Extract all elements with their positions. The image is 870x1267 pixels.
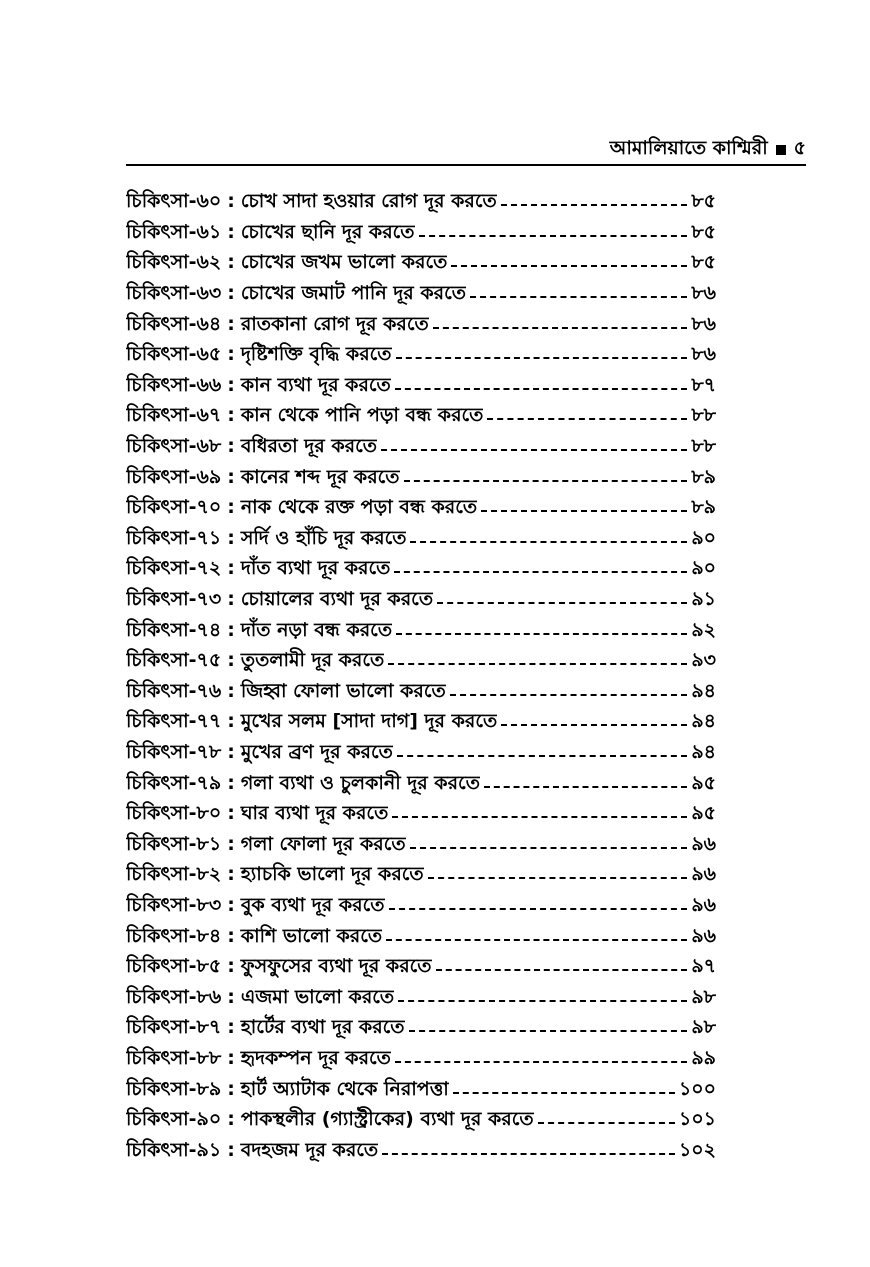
toc-entry-page: ৯৪	[691, 679, 716, 702]
toc-entry-label: চিকিৎসা-৮৯	[126, 1077, 222, 1100]
toc-leader	[395, 388, 688, 390]
toc-leader	[433, 327, 688, 329]
toc-separator: :	[227, 924, 235, 947]
toc-entry-page: ৯৮	[691, 985, 716, 1008]
toc-entry	[126, 280, 716, 311]
toc-entry-label: চিকিৎসা-৬৭	[126, 404, 222, 427]
toc-entry-title: চোখ সাদা হওয়ার রোগ দূর করতে	[240, 190, 497, 213]
toc-entry-text	[126, 953, 432, 984]
page-number: ৫	[793, 137, 806, 159]
toc-leader	[450, 694, 688, 696]
toc-separator: :	[227, 649, 235, 672]
toc-entry-text	[126, 555, 390, 586]
toc-entry-label: চিকিৎসা-৮৮	[126, 1046, 222, 1069]
toc-entry	[126, 616, 716, 647]
toc-leader	[381, 449, 687, 451]
toc-entry-label: চিকিৎসা-৬৬	[126, 373, 222, 396]
toc-leader	[397, 755, 687, 757]
toc-entry-title: গলা ব্যথা ও চুলকানী দূর করতে	[240, 771, 480, 794]
toc-entry-text	[126, 769, 480, 800]
toc-leader	[409, 1030, 688, 1032]
toc-leader	[410, 541, 687, 543]
toc-entry-title: মুখের ব্রণ দূর করতে	[240, 740, 393, 763]
toc-entry-text	[126, 494, 477, 525]
toc-entry-label: চিকিৎসা-৬৪	[126, 312, 222, 335]
toc-leader	[501, 724, 687, 726]
toc-leader	[388, 663, 687, 665]
toc-entry-text	[126, 1106, 534, 1137]
toc-entry-page: ১০১	[678, 1108, 716, 1131]
toc-entry-page: ৯৯	[691, 1046, 716, 1069]
toc-entry-title: দৃষ্টিশক্তি বৃদ্ধি করতে	[240, 343, 392, 366]
toc-entry	[126, 402, 716, 433]
toc-entry-page: ৯৫	[691, 802, 716, 825]
toc-entry	[126, 647, 716, 678]
toc-entry-label: চিকিৎসা-৭৭	[126, 710, 222, 733]
toc-entry-page: ৮৫	[691, 251, 716, 274]
toc-entry-title: চোখের জমাট পানি দূর করতে	[240, 282, 466, 305]
toc-entry-page: ৮৯	[691, 496, 716, 519]
toc-entry-title: চোয়ালের ব্যথা দূর করতে	[240, 588, 434, 611]
toc-entry	[126, 739, 716, 770]
toc-leader	[470, 296, 687, 298]
toc-entry-text	[126, 861, 424, 892]
toc-separator: :	[227, 282, 235, 305]
toc-entry-page: ৯৭	[691, 955, 716, 978]
toc-leader	[451, 265, 687, 267]
toc-separator: :	[227, 1108, 235, 1131]
toc-entry-label: চিকিৎসা-৮৪	[126, 924, 222, 947]
toc-entry-page: ৮৫	[691, 220, 716, 243]
toc-separator: :	[227, 1046, 235, 1069]
toc-entry-page: ৯৬	[691, 863, 716, 886]
toc-entry-page: ৯৪	[691, 740, 716, 763]
toc-entry	[126, 494, 716, 525]
toc-entry-text	[126, 800, 388, 831]
toc-entry-page: ১০০	[678, 1077, 716, 1100]
toc-entry	[126, 861, 716, 892]
toc-entry	[126, 525, 716, 556]
toc-leader	[437, 602, 687, 604]
toc-entry	[126, 983, 716, 1014]
toc-entry-title: দাঁত ব্যথা দূর করতে	[240, 557, 391, 580]
toc-entry-title: চোখের ছানি দূর করতে	[240, 220, 415, 243]
toc-leader	[484, 786, 687, 788]
toc-entry-page: ৯৬	[691, 832, 716, 855]
toc-leader	[396, 357, 688, 359]
toc-leader	[389, 908, 688, 910]
toc-separator: :	[227, 618, 235, 641]
toc-separator: :	[227, 343, 235, 366]
toc-entry-text	[126, 647, 384, 678]
toc-entry-text	[126, 219, 415, 250]
toc-separator: :	[227, 893, 235, 916]
toc-entry-page: ৯৩	[691, 649, 716, 672]
toc-entry	[126, 830, 716, 861]
toc-separator: :	[227, 832, 235, 855]
toc-entry-page: ৮৬	[691, 312, 716, 335]
toc-entry-title: সর্দি ও হাঁচি দূর করতে	[240, 526, 407, 549]
toc-entry-title: হ্যাচকি ভালো দূর করতে	[240, 863, 424, 886]
toc-leader	[395, 1061, 687, 1063]
toc-entry-title: নাক থেকে রক্ত পড়া বন্ধ করতে	[240, 496, 478, 519]
toc-entry	[126, 555, 716, 586]
toc-entry-label: চিকিৎসা-৬০	[126, 190, 222, 213]
toc-entry-text	[126, 892, 385, 923]
toc-entry	[126, 1045, 716, 1076]
toc-entry-label: চিকিৎসা-৬৫	[126, 343, 222, 366]
toc-entry-title: মুখের সলম [সাদা দাগ] দূর করতে	[240, 710, 498, 733]
toc-entry-title: কান ব্যথা দূর করতে	[240, 373, 391, 396]
toc-entry-text	[126, 739, 393, 770]
toc-entry-page: ৯০	[691, 557, 716, 580]
toc-entry-label: চিকিৎসা-৭৯	[126, 771, 222, 794]
toc-entry-title: কাশি ভালো করতে	[240, 924, 383, 947]
toc-separator: :	[227, 985, 235, 1008]
toc-entry	[126, 463, 716, 494]
toc-leader	[453, 1092, 675, 1094]
toc-entry-label: চিকিৎসা-৬২	[126, 251, 222, 274]
toc-entry-text	[126, 1075, 449, 1106]
toc-entry-title: কান থেকে পানি পড়া বন্ধ করতে	[240, 404, 484, 427]
toc-entry-title: পাকস্থলীর (গ্যাস্ট্রীকের) ব্যথা দূর করতে	[240, 1108, 534, 1131]
toc-entry-label: চিকিৎসা-৮১	[126, 832, 222, 855]
toc-entry-text	[126, 830, 406, 861]
toc-leader	[419, 235, 688, 237]
toc-entry-page: ৮৯	[691, 465, 716, 488]
toc-entry-page: ৮৬	[691, 343, 716, 366]
toc-entry-page: ৮৫	[691, 190, 716, 213]
toc-entry-text	[126, 1045, 391, 1076]
toc-entry-page: ৯৫	[691, 771, 716, 794]
toc-entry	[126, 708, 716, 739]
toc-entry-text	[126, 402, 483, 433]
toc-entry-title: তুতলামী দূর করতে	[240, 649, 385, 672]
toc-separator: :	[227, 435, 235, 458]
toc-separator: :	[227, 404, 235, 427]
toc-entry	[126, 678, 716, 709]
toc-entry-title: কানের শব্দ দূর করতে	[240, 465, 400, 488]
toc-entry-label: চিকিৎসা-৮৩	[126, 893, 222, 916]
toc-entry-title: হৃদকম্পন দূর করতে	[240, 1046, 391, 1069]
toc-entry-text	[126, 616, 392, 647]
toc-entry	[126, 769, 716, 800]
toc-entry-label: চিকিৎসা-৭০	[126, 496, 222, 519]
toc-entry-page: ৮৬	[691, 282, 716, 305]
toc-entry-label: চিকিৎসা-৬৯	[126, 465, 222, 488]
toc-leader	[481, 510, 687, 512]
toc-separator: :	[227, 955, 235, 978]
toc-entry-label: চিকিৎসা-৮৭	[126, 1016, 222, 1039]
table-of-contents	[126, 188, 716, 1167]
toc-entry	[126, 1136, 716, 1167]
toc-separator: :	[227, 312, 235, 335]
toc-entry-text	[126, 310, 429, 341]
toc-entry	[126, 1106, 716, 1137]
toc-entry-page: ৮৮	[691, 435, 716, 458]
toc-entry	[126, 433, 716, 464]
toc-entry-title: হার্টের ব্যথা দূর করতে	[240, 1016, 405, 1039]
toc-entry	[126, 586, 716, 617]
toc-entry	[126, 310, 716, 341]
toc-leader	[394, 571, 687, 573]
page-header	[126, 130, 806, 166]
toc-entry	[126, 800, 716, 831]
toc-entry-label: চিকিৎসা-৭৩	[126, 588, 222, 611]
toc-separator: :	[227, 771, 235, 794]
toc-entry-label: চিকিৎসা-৭৪	[126, 618, 222, 641]
toc-entry-page: ৯০	[691, 526, 716, 549]
toc-leader	[396, 633, 687, 635]
toc-separator: :	[227, 1016, 235, 1039]
toc-entry-page: ৯৪	[691, 710, 716, 733]
toc-entry-page: ৯১	[691, 588, 716, 611]
running-title: আমালিয়াতে কাশ্মিরী	[609, 137, 768, 159]
toc-entry-text	[126, 1136, 378, 1167]
toc-entry	[126, 341, 716, 372]
toc-entry-page: ৯৮	[691, 1016, 716, 1039]
toc-entry-title: গলা ফোলা দূর করতে	[240, 832, 406, 855]
toc-entry	[126, 953, 716, 984]
toc-entry-title: দাঁত নড়া বন্ধ করতে	[240, 618, 393, 641]
toc-entry-title: বদহজম দূর করতে	[240, 1138, 379, 1161]
toc-entry-label: চিকিৎসা-৬৩	[126, 282, 222, 305]
toc-entry-text	[126, 983, 394, 1014]
toc-entry-text	[126, 1014, 405, 1045]
toc-entry-title: চোখের জখম ভালো করতে	[240, 251, 448, 274]
toc-leader	[436, 969, 688, 971]
toc-entry-page: ৮৮	[691, 404, 716, 427]
toc-leader	[501, 204, 688, 206]
toc-entry-title: বুক ব্যথা দূর করতে	[240, 893, 385, 916]
toc-separator: :	[227, 863, 235, 886]
toc-entry-label: চিকিৎসা-৮২	[126, 863, 222, 886]
toc-entry-label: চিকিৎসা-৮৬	[126, 985, 222, 1008]
toc-leader	[382, 1153, 675, 1155]
toc-separator: :	[227, 220, 235, 243]
toc-leader	[392, 816, 687, 818]
toc-leader	[428, 877, 688, 879]
toc-separator: :	[227, 251, 235, 274]
toc-leader	[487, 418, 687, 420]
toc-entry	[126, 1075, 716, 1106]
toc-entry-text	[126, 372, 391, 403]
toc-entry-label: চিকিৎসা-৭৬	[126, 679, 222, 702]
toc-entry-title: ফুসফুসের ব্যথা দূর করতে	[240, 955, 432, 978]
toc-entry-title: হার্ট অ্যাটাক থেকে নিরাপত্তা	[240, 1077, 449, 1100]
toc-entry-title: রাতকানা রোগ দূর করতে	[240, 312, 429, 335]
toc-entry	[126, 249, 716, 280]
toc-entry-text	[126, 708, 497, 739]
toc-entry-label: চিকিৎসা-৮৫	[126, 955, 222, 978]
toc-entry-text	[126, 341, 392, 372]
toc-leader	[398, 1000, 687, 1002]
toc-entry-label: চিকিৎসা-৬৮	[126, 435, 222, 458]
running-head	[610, 134, 806, 166]
toc-entry-page: ৯২	[691, 618, 716, 641]
toc-entry-label: চিকিৎসা-৮০	[126, 802, 222, 825]
toc-entry	[126, 372, 716, 403]
toc-entry-title: ঘার ব্যথা দূর করতে	[240, 802, 389, 825]
toc-separator: :	[227, 465, 235, 488]
toc-entry-page: ৯৬	[691, 893, 716, 916]
toc-leader	[410, 847, 688, 849]
toc-entry-text	[126, 188, 497, 219]
toc-entry-text	[126, 586, 433, 617]
toc-entry	[126, 922, 716, 953]
toc-entry-page: ৮৭	[691, 373, 716, 396]
toc-separator: :	[227, 740, 235, 763]
toc-separator: :	[227, 373, 235, 396]
toc-entry-title: বধিরতা দূর করতে	[240, 435, 377, 458]
toc-entry	[126, 188, 716, 219]
toc-entry	[126, 219, 716, 250]
toc-entry-title: এজমা ভালো করতে	[240, 985, 395, 1008]
toc-entry-text	[126, 249, 447, 280]
toc-separator: :	[227, 526, 235, 549]
toc-entry-text	[126, 433, 377, 464]
toc-entry-label: চিকিৎসা-৭৫	[126, 649, 222, 672]
toc-entry-text	[126, 922, 382, 953]
toc-separator: :	[227, 588, 235, 611]
toc-entry-text	[126, 280, 466, 311]
toc-leader	[538, 1122, 675, 1124]
toc-separator: :	[227, 710, 235, 733]
toc-entry-page: ১০২	[678, 1138, 716, 1161]
square-bullet-icon	[776, 145, 786, 155]
toc-separator: :	[227, 679, 235, 702]
toc-entry-text	[126, 525, 406, 556]
toc-separator: :	[227, 190, 235, 213]
toc-entry-label: চিকিৎসা-৯০	[126, 1108, 222, 1131]
toc-separator: :	[227, 1138, 235, 1161]
toc-separator: :	[227, 802, 235, 825]
toc-entry	[126, 892, 716, 923]
toc-entry-label: চিকিৎসা-৭২	[126, 557, 222, 580]
toc-entry-label: চিকিৎসা-৯১	[126, 1138, 222, 1161]
toc-leader	[404, 480, 688, 482]
toc-entry-title: জিহ্বা ফোলা ভালো করতে	[240, 679, 446, 702]
toc-entry-label: চিকিৎসা-৬১	[126, 220, 222, 243]
toc-leader	[386, 939, 687, 941]
toc-separator: :	[227, 496, 235, 519]
toc-entry-text	[126, 463, 400, 494]
toc-entry-label: চিকিৎসা-৭১	[126, 526, 222, 549]
toc-separator: :	[227, 1077, 235, 1100]
toc-entry-text	[126, 678, 446, 709]
toc-entry	[126, 1014, 716, 1045]
toc-entry-page: ৯৬	[691, 924, 716, 947]
toc-entry-label: চিকিৎসা-৭৮	[126, 740, 222, 763]
toc-separator: :	[227, 557, 235, 580]
